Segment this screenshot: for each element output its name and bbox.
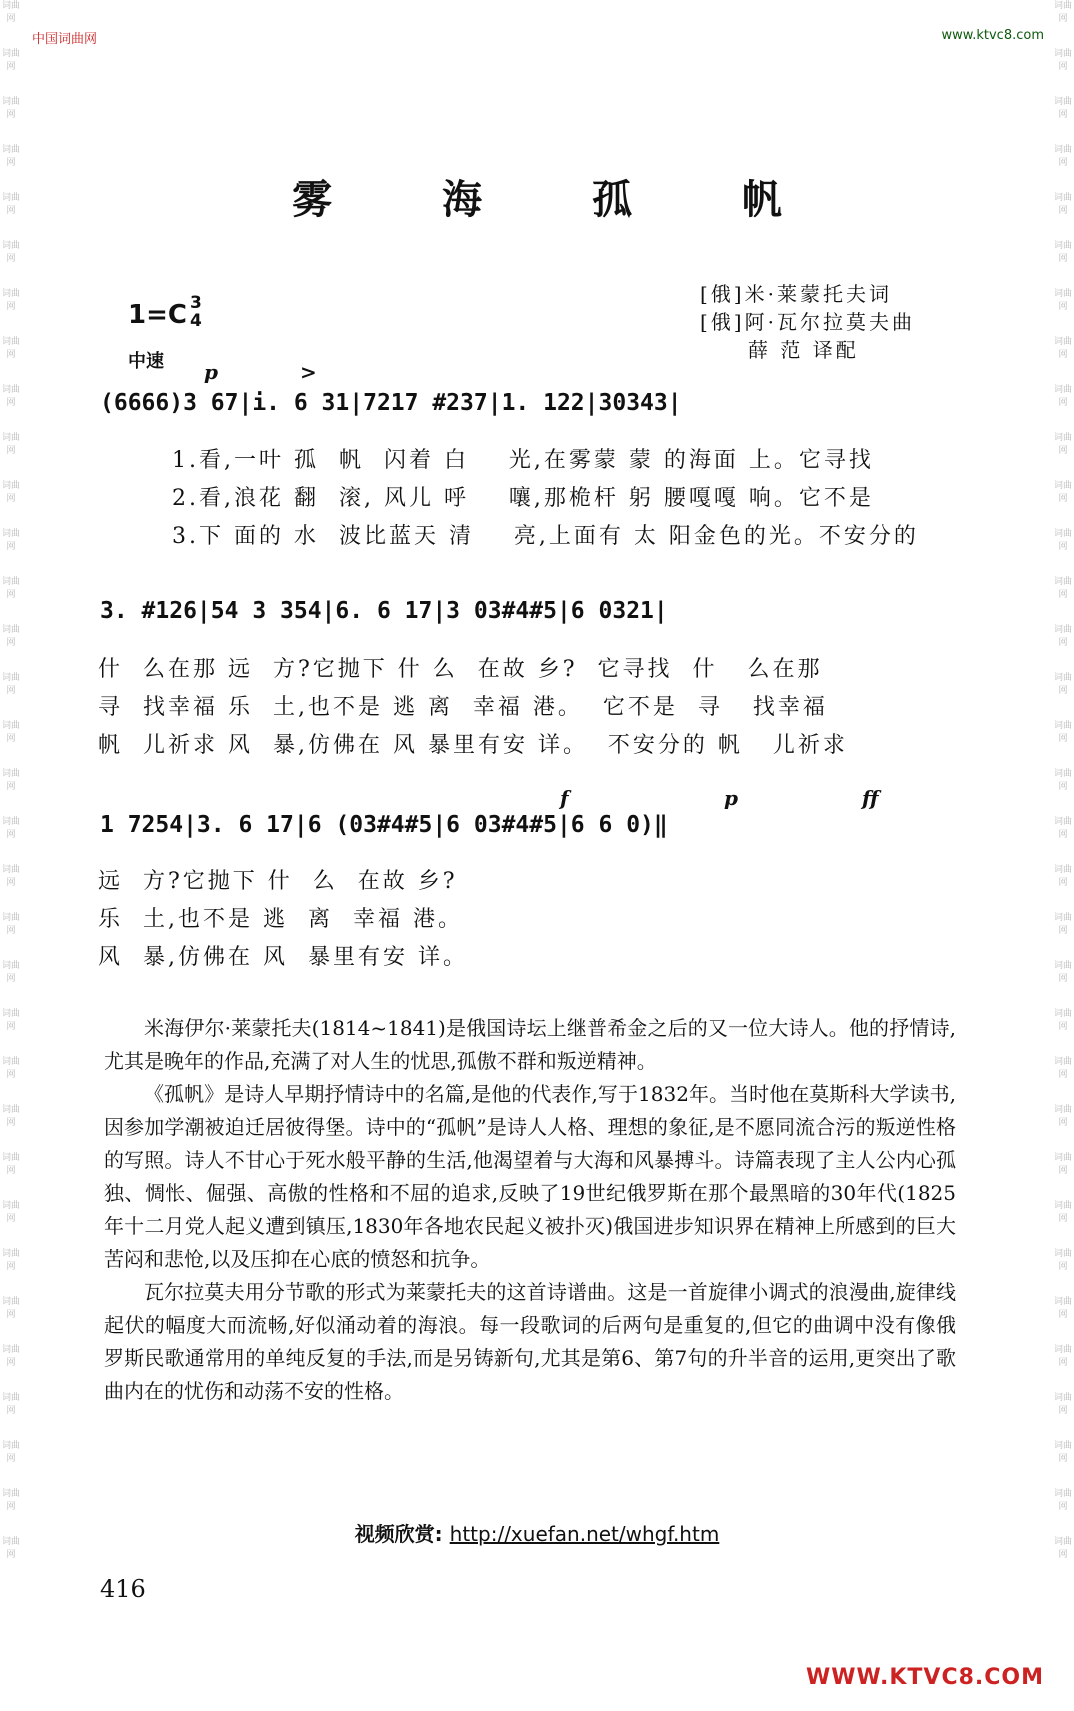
- commentary-paragraph: 《孤帆》是诗人早期抒情诗中的名篇,是他的代表作,写于1832年。当时他在莫斯科大学读书,因参加学潮被迫迁居彼得堡。诗中的“孤帆”是诗人人格、理想的象征,是不愿同流合污的叛逆性格的写照。诗人不甘心于死水般平静的生活,他渴望着与大海和风暴搏斗。诗篇表现了主人公内心孤独、惆怅、倔强、高傲的性格和不屈的追求,反映了19世纪俄罗斯在那个最黑暗的30年代(1825年十二月党人起义遭到镇压,1830年各地农民起义被扑灭)俄国进步知识界在精神上所感到的巨大苦闷和悲怆,以及压抑在心底的愤怒和抗争。: [104, 1082, 956, 1271]
- notation-line-1: (6666)3 67|i. 6 31|7217 #237|1. 122|30343|: [100, 390, 682, 416]
- side-stamp: 词曲网: [1, 1489, 20, 1512]
- credit-translator: 薛 范 译配: [748, 338, 859, 362]
- key-signature: 1=C: [128, 300, 187, 330]
- side-stamp: 词曲网: [1053, 49, 1072, 72]
- side-stamp: 词曲网: [1053, 817, 1072, 840]
- side-stamp: 词曲网: [1053, 961, 1072, 984]
- side-stamp: 词曲网: [1, 961, 20, 984]
- side-stamp: 词曲网: [1053, 769, 1072, 792]
- side-stamp: 词曲网: [1, 1345, 20, 1368]
- side-stamp: 词曲网: [1053, 1153, 1072, 1176]
- side-stamp: 词曲网: [1, 865, 20, 888]
- side-stamp: 词曲网: [1053, 481, 1072, 504]
- lyric-line: 风 暴,仿佛在 风 暴里有安 详。: [98, 945, 468, 970]
- side-stamp: 词曲网: [1053, 673, 1072, 696]
- notation-line-3: 1 7254|3. 6 17|6 (03#4#5|6 03#4#5|6 6 0)‖: [100, 812, 668, 838]
- side-stamp: 词曲网: [1, 289, 20, 312]
- tempo-marking: 中速: [128, 351, 164, 372]
- side-stamp: 词曲网: [1053, 1441, 1072, 1464]
- side-stamp: 词曲网: [1, 769, 20, 792]
- side-stamp: 词曲网: [1, 673, 20, 696]
- side-stamp: 词曲网: [1053, 1105, 1072, 1128]
- video-label: 视频欣赏:: [354, 1522, 443, 1546]
- side-stamp: 词曲网: [1053, 1201, 1072, 1224]
- side-stamp: 词曲网: [1, 193, 20, 216]
- side-stamp: 词曲网: [1053, 433, 1072, 456]
- side-stamp: 词曲网: [1053, 1009, 1072, 1032]
- side-stamp: 词曲网: [1053, 241, 1072, 264]
- side-stamp: 词曲网: [1, 1537, 20, 1560]
- lyric-line: 帆 儿祈求 风 暴,仿佛在 风 暴里有安 详。 不安分的 帆 儿祈求: [98, 733, 848, 758]
- credit-composer: [俄]阿·瓦尔拉莫夫曲: [700, 310, 915, 334]
- side-stamp: 词曲网: [1, 625, 20, 648]
- side-stamp: 词曲网: [1053, 385, 1072, 408]
- side-stamp: 词曲网: [1, 913, 20, 936]
- side-stamp: 词曲网: [1, 49, 20, 72]
- lyric-line: 寻 找幸福 乐 土,也不是 逃 离 幸福 港。 它不是 寻 找幸福: [98, 695, 828, 720]
- lyric-line: 3.下 面的 水 波比蓝天 清 亮,上面有 太 阳金色的光。不安分的: [172, 524, 919, 549]
- side-stamp: 词曲网: [1, 577, 20, 600]
- credit-lyricist: [俄]米·莱蒙托夫词: [700, 282, 892, 306]
- side-stamp: 词曲网: [1053, 1, 1072, 24]
- side-stamp: 词曲网: [1, 1201, 20, 1224]
- side-stamp: 词曲网: [1053, 1297, 1072, 1320]
- left-watermark-strip: [0, 0, 22, 1711]
- dynamic-f: f: [560, 786, 569, 810]
- side-stamp: 词曲网: [1053, 1393, 1072, 1416]
- side-stamp: 词曲网: [1, 241, 20, 264]
- side-stamp: 词曲网: [1053, 625, 1072, 648]
- video-link-line: [0, 1518, 1074, 1547]
- dynamic-p: p: [724, 786, 738, 810]
- side-stamp: 词曲网: [1, 1057, 20, 1080]
- lyric-line: 远 方?它抛下 什 么 在故 乡?: [98, 869, 458, 894]
- video-url-link[interactable]: http://xuefan.net/whgf.htm: [449, 1522, 720, 1546]
- side-stamp: 词曲网: [1053, 145, 1072, 168]
- side-stamp: 词曲网: [1053, 1489, 1072, 1512]
- side-stamp: 词曲网: [1, 1393, 20, 1416]
- time-signature-top: 3: [190, 293, 202, 313]
- side-stamp: 词曲网: [1053, 577, 1072, 600]
- side-stamp: 词曲网: [1053, 1345, 1072, 1368]
- lyric-line: 什 么在那 远 方?它抛下 什 么 在故 乡? 它寻找 什 么在那: [98, 657, 823, 682]
- song-title: 雾 海 孤 帆: [292, 176, 830, 223]
- time-signature: [190, 294, 202, 330]
- header-site-name: 中国词曲网: [32, 32, 98, 47]
- side-stamp: 词曲网: [1, 385, 20, 408]
- side-stamp: 词曲网: [1, 433, 20, 456]
- commentary: [104, 1012, 956, 1408]
- dynamic-ff: ff: [862, 786, 879, 810]
- side-stamp: 词曲网: [1053, 337, 1072, 360]
- side-stamp: 词曲网: [1, 337, 20, 360]
- footer-brand-logo: WWW.KTVC8.COM: [806, 1665, 1044, 1690]
- notation-line-2: 3. #126|54 3 354|6. 6 17|3 03#4#5|6 0321|: [100, 598, 668, 624]
- time-signature-bottom: 4: [190, 311, 202, 331]
- right-watermark-strip: [1052, 0, 1074, 1711]
- side-stamp: 词曲网: [1, 529, 20, 552]
- side-stamp: 词曲网: [1, 481, 20, 504]
- side-stamp: 词曲网: [1053, 1057, 1072, 1080]
- side-stamp: 词曲网: [1053, 97, 1072, 120]
- side-stamp: 词曲网: [1053, 529, 1072, 552]
- side-stamp: 词曲网: [1, 1441, 20, 1464]
- lyric-line: 乐 土,也不是 逃 离 幸福 港。: [98, 907, 463, 932]
- side-stamp: 词曲网: [1, 145, 20, 168]
- commentary-paragraph: 米海伊尔·莱蒙托夫(1814~1841)是俄国诗坛上继普希金之后的又一位大诗人。他的抒情诗,尤其是晚年的作品,充满了对人生的忧思,孤傲不群和叛逆精神。: [104, 1016, 956, 1073]
- accent-mark: >: [300, 360, 317, 384]
- side-stamp: 词曲网: [1, 1105, 20, 1128]
- lyric-line: 1.看,一叶 孤 帆 闪着 白 光,在雾蒙 蒙 的海面 上。它寻找: [172, 448, 874, 473]
- side-stamp: 词曲网: [1053, 913, 1072, 936]
- side-stamp: 词曲网: [1, 817, 20, 840]
- side-stamp: 词曲网: [1053, 1537, 1072, 1560]
- side-stamp: 词曲网: [1053, 193, 1072, 216]
- side-stamp: 词曲网: [1, 1, 20, 24]
- side-stamp: 词曲网: [1053, 865, 1072, 888]
- commentary-paragraph: 瓦尔拉莫夫用分节歌的形式为莱蒙托夫的这首诗谱曲。这是一首旋律小调式的浪漫曲,旋律线起伏的幅度大而流畅,好似涌动着的海浪。每一段歌词的后两句是重复的,但它的曲调中没有像俄罗斯民歌通常用的单纯反复的手法,而是另铸新句,尤其是第6、第7句的升半音的运用,更突出了歌曲内在的忧伤和动荡不安的性格。: [104, 1280, 956, 1403]
- side-stamp: 词曲网: [1053, 1249, 1072, 1272]
- dynamic-p: p: [204, 360, 218, 384]
- lyric-line: 2.看,浪花 翻 滚, 风儿 呼 嚷,那桅杆 躬 腰嘎嘎 响。它不是: [172, 486, 874, 511]
- page-number: 416: [100, 1575, 146, 1603]
- header-site-url[interactable]: www.ktvc8.com: [941, 28, 1044, 43]
- side-stamp: 词曲网: [1, 1249, 20, 1272]
- side-stamp: 词曲网: [1053, 721, 1072, 744]
- side-stamp: 词曲网: [1, 1153, 20, 1176]
- side-stamp: 词曲网: [1, 1297, 20, 1320]
- side-stamp: 词曲网: [1, 721, 20, 744]
- side-stamp: 词曲网: [1, 1009, 20, 1032]
- side-stamp: 词曲网: [1053, 289, 1072, 312]
- side-stamp: 词曲网: [1, 97, 20, 120]
